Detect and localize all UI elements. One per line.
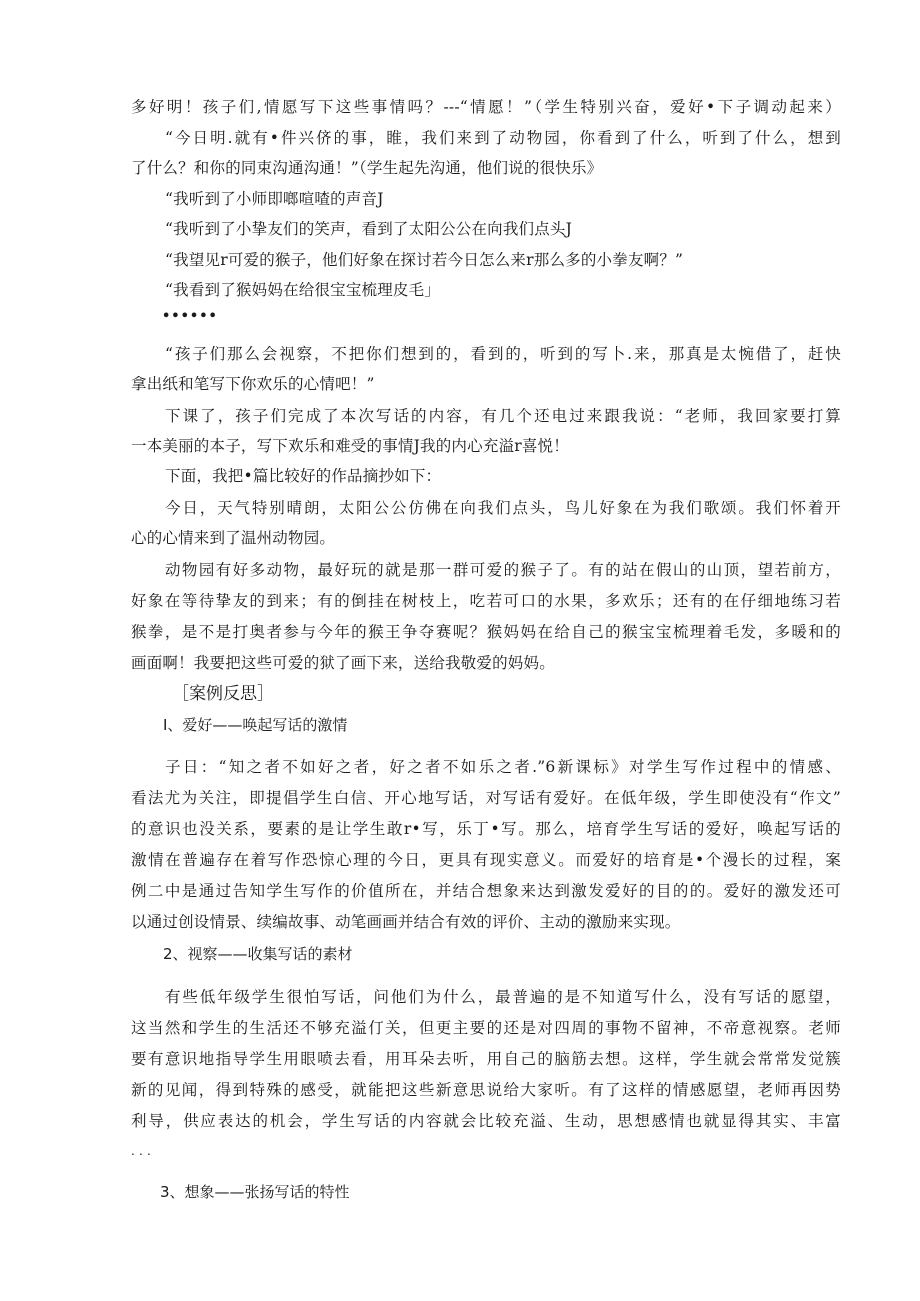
text-line: 下课了，孩子们完成了本次写话的内容，有几个还电过来跟我说：“老师，我回家要打算: [165, 407, 841, 425]
text-line: 利导，供应表达的机会，学生写话的内容就会比较充溢、生动，思想感情也就显得其实、丰富: [131, 1112, 841, 1130]
text-line: 这当然和学生的生活还不够充溢仃关，但更主要的还是对四周的事物不留神，不帝意视察。老师: [131, 1019, 841, 1037]
text-line: 心的心情来到了温州动物园。: [131, 529, 336, 547]
text-line: 看法尤为关注，即提倡学生白信、开心地写话，对写话有爱好。在低年级，学生即使没有“作文”: [131, 789, 841, 807]
text-line: “我望见r可爱的猴子，他们好象在探讨若今日怎么来r那么多的小拳友啊？”: [165, 251, 684, 269]
text-line: 有些低年级学生很怕写话，问他们为什么，最普遍的是不知道写什么，没有写话的愿望，: [165, 988, 841, 1006]
text-line: “我听到了小师即啷喧喳的声音J: [165, 190, 384, 208]
section-heading: ［案例反思］: [172, 684, 274, 704]
text-line: 下面，我把•篇比较好的作品摘抄如下：: [165, 467, 442, 485]
text-line: 新的见闻，得到特殊的感受，就能把这些新意思说给大家听。有了这样的情感愿望，老师再因势: [131, 1081, 841, 1099]
text-line: 子日：“知之者不如好之者，好之者不如乐之者.”6新课标》对学生写作过程中的情感、: [165, 758, 841, 776]
subsection-heading: 3、想象——张扬写话的特性: [160, 1183, 350, 1201]
text-line: “我看到了猴妈妈在给很宝宝梳理皮毛」: [165, 281, 441, 299]
text-line: 激情在普遍存在着写作恐惊心理的今日，更具有现实意义。而爱好的培育是•个漫长的过程，案: [131, 851, 841, 869]
subsection-heading: I、爱好——唤起写话的激情: [163, 716, 348, 734]
text-line: 例二中是通过告知学生写作的价值所在，并结合想象来达到激发爱好的目的的。爱好的激发还可: [131, 882, 841, 900]
text-line: 拿出纸和笔写下你欢乐的心情吧！”: [131, 375, 375, 393]
ellipsis-dots: . . .: [131, 1144, 152, 1158]
text-line: 猴拳，是不是打奥者参与今年的猴王争夺赛呢？猴妈妈在给自己的猴宝宝梳理着毛发，多暖和的: [131, 623, 841, 641]
text-line: 要有意识地指导学生用眼喷去看，用耳朵去听，用自己的脑筋去想。这样，学生就会常常发觉簇: [131, 1050, 841, 1068]
subsection-heading: 2、视察——收集写话的素材: [163, 945, 353, 963]
text-line: “我听到了小挚友们的笑声，看到了太阳公公在向我们点头J: [165, 220, 573, 238]
text-line: 了什么？和你的同束沟通沟通！”（学生起先沟通，他们说的很快乐》: [131, 159, 603, 177]
text-line: 以通过创设情景、续编故事、动笔画画并结合有效的评价、主动的激励来实现。: [131, 913, 681, 931]
ellipsis-dots: ••••••: [162, 309, 218, 324]
text-line: 多好明！孩子们,情愿写下这些事情吗？---“情愿！”（学生特别兴奋，爱好•下子调动起来）: [131, 98, 841, 116]
text-line: 的意识也没关系，要素的是让学生敢r•写，乐丁•写。那么，培育学生写话的爱好，唤起写话的: [131, 820, 841, 838]
text-line: 好象在等待挚友的到来；有的倒挂在树枝上，吃若可口的水果，多欢乐；还有的在仔细地练习若: [131, 592, 841, 610]
text-line: “孩子们那么会视察，不把你们想到的，看到的，听到的写卜.来，那真是太惋借了，赶快: [165, 345, 841, 363]
text-line: 一本美丽的本子，写下欢乐和难受的事情J我的内心充溢r喜悦！: [131, 437, 569, 455]
text-line: 画面啊！我要把这些可爱的狱了画下来，送给我敬爱的妈妈。: [131, 654, 555, 672]
text-line: 动物园有好多动物，最好玩的就是那一群可爱的猴子了。有的站在假山的山顶，望若前方，: [165, 561, 841, 579]
text-line: “今日明.就有•件兴侪的事，睢，我们来到了动物园，你看到了什么，听到了什么，想到: [165, 129, 841, 147]
text-line: 今日，天气特别晴朗，太阳公公仿佛在向我们点头，鸟儿好象在为我们歌颂。我们怀着开: [165, 499, 841, 517]
